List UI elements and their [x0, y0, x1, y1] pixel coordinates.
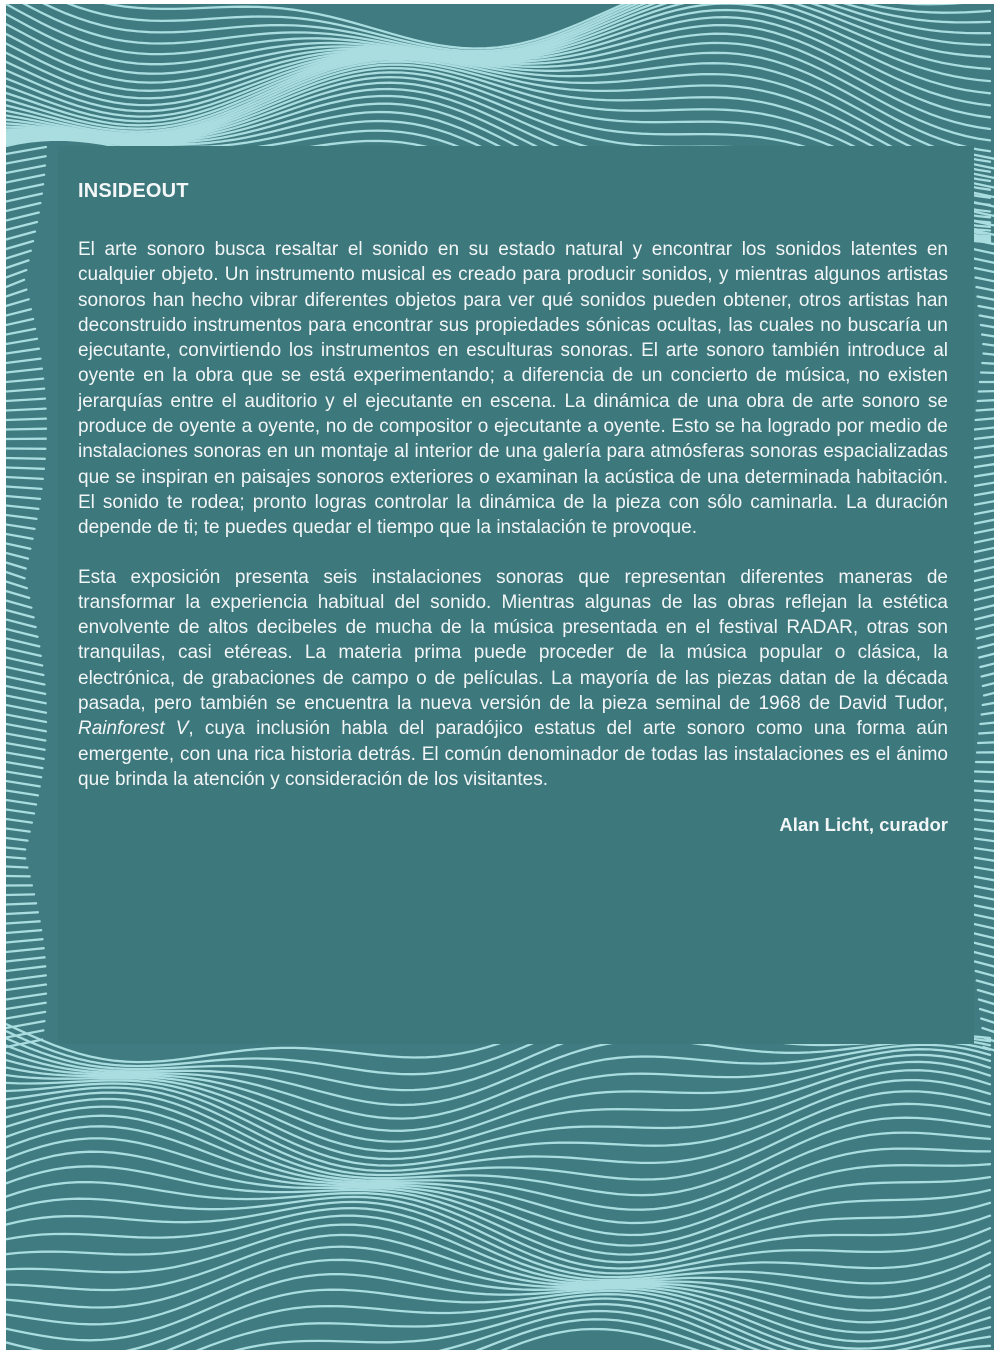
wave-line — [982, 673, 994, 676]
wave-line — [979, 306, 994, 309]
wave-line — [6, 156, 46, 163]
wave-line — [977, 409, 994, 410]
wave-line — [6, 339, 37, 344]
wave-line — [983, 703, 994, 705]
wave-line — [6, 658, 42, 666]
wave-line — [973, 596, 994, 601]
wave-line — [981, 1019, 994, 1023]
wave-line — [6, 458, 45, 459]
wave-line — [6, 184, 43, 192]
wave-line — [977, 634, 994, 638]
wave-line — [979, 654, 994, 658]
wave-line — [6, 1012, 45, 1019]
wave-line — [977, 981, 994, 986]
wave-line — [6, 399, 45, 401]
wave-line — [6, 525, 35, 529]
wave-line — [6, 251, 31, 259]
wave-line — [6, 203, 40, 211]
wave-line — [972, 464, 994, 467]
wave-line — [972, 810, 994, 812]
wave-line — [6, 506, 38, 509]
wave-line — [971, 819, 994, 821]
wave-line — [980, 316, 994, 319]
wave-line — [976, 278, 995, 282]
wave-line — [6, 734, 45, 741]
wave-line — [6, 409, 46, 411]
wave-line — [971, 548, 995, 553]
wave-line — [6, 477, 43, 479]
wave-line — [973, 800, 994, 802]
wave-line — [6, 572, 25, 578]
wave-line — [6, 329, 35, 335]
wave-line — [6, 939, 43, 942]
wave-line — [6, 848, 25, 850]
wave-line — [983, 683, 994, 686]
wave-line — [6, 975, 46, 980]
wave-line — [6, 429, 46, 430]
wave-line — [6, 781, 40, 786]
wave-line — [6, 389, 44, 392]
wave-line — [6, 369, 42, 373]
wave-line — [6, 696, 46, 704]
wave-line — [6, 496, 40, 499]
wave-line — [6, 724, 46, 731]
wave-line — [982, 1028, 994, 1032]
wave-line — [6, 639, 39, 647]
wave-line — [6, 857, 25, 859]
wave-line — [976, 418, 994, 420]
wave-line — [6, 280, 24, 287]
wave-line — [6, 762, 43, 768]
wave-line — [6, 147, 46, 154]
wave-line — [6, 487, 42, 489]
wave-line — [6, 903, 36, 904]
wave-line — [971, 558, 994, 563]
wave-line — [6, 222, 37, 230]
document-title: INSIDEOUT — [78, 180, 948, 203]
wave-line — [972, 924, 994, 929]
wave-line — [979, 733, 994, 734]
wave-line — [981, 664, 995, 667]
wave-line — [6, 4, 990, 49]
wave-line — [6, 966, 45, 971]
wave-line — [6, 912, 38, 914]
wave-line — [982, 713, 994, 715]
wave-line — [976, 625, 994, 629]
wave-line — [971, 483, 994, 487]
wave-line — [6, 232, 35, 240]
paragraph-1: El arte sonoro busca resaltar el sonido en su estado natural y encontrar los sonidos latentes en cualquier objeto. Un instrumento musical es creado para producir sonidos, y mientras algunos artistas sonoros han hecho vibrar diferentes objetos para ver qué sonidos pueden obtener, otros artistas han deconstruido instrumentos para encontrar sus propiedades sónicas ocultas, las cuales no buscaría un ejecutante, convirtiendo los instrumentos en esculturas sonoras. El arte sonoro también introduce al oyente en la obra que se está experimentando; a diferencia de un concierto de música, no existen jerarquías entre el auditorio y el ejecutante en escena. La dinámica de una obra de arte sonoro se produce de oyente a oyente, no de compositor o ejecutante a oyente. Esto se ha logrado por medio de instalaciones sonoras en un montaje al interior de una galería para atmósferas sonoras espacializadas que se inspiran en paisajes sonoros exteriores o examinan la acústica de una determinada habitación. El sonido te rodea; pronto logras controlar la dinámica de la pieza con sólo caminarla. La duración depende de ti; te puedes quedar el tiempo que la instalación te provoque. — [78, 237, 948, 541]
wave-line — [6, 791, 38, 796]
wave-line — [6, 270, 26, 277]
wave-line — [6, 349, 39, 354]
wave-line — [976, 971, 994, 976]
wave-line — [979, 1000, 994, 1005]
signature: Alan Licht, curador — [78, 812, 948, 837]
wave-line — [6, 819, 32, 823]
wave-line — [6, 1021, 44, 1028]
wave-line — [975, 962, 994, 967]
wave-line — [6, 686, 45, 694]
wave-line — [6, 677, 44, 685]
wave-line — [971, 829, 994, 832]
wave-line — [974, 259, 994, 263]
wave-line — [978, 297, 995, 300]
wave-line — [6, 419, 46, 420]
wave-line — [6, 553, 28, 559]
wave-line — [6, 601, 31, 608]
wave-line — [974, 437, 994, 439]
wave-line — [977, 287, 995, 291]
wave-line — [6, 610, 34, 617]
wave-line — [983, 344, 994, 346]
wave-line — [6, 534, 33, 539]
wave-line — [6, 309, 31, 315]
wave-line — [971, 567, 994, 572]
wave-line — [6, 241, 33, 249]
wave-line — [973, 943, 994, 948]
wave-line — [6, 582, 27, 589]
wave-line — [6, 957, 45, 961]
wave-line — [6, 515, 37, 519]
wave-line — [6, 544, 30, 549]
wave-line — [6, 379, 43, 382]
wave-line — [978, 742, 994, 743]
wave-line — [6, 299, 29, 306]
document-page — [6, 4, 994, 1350]
wave-line — [974, 952, 994, 957]
wave-line — [975, 268, 995, 272]
wave-line — [6, 810, 34, 814]
wave-line — [980, 1009, 994, 1013]
wave-line — [982, 363, 994, 364]
artwork-title: Rainforest V — [78, 718, 188, 739]
wave-line — [974, 781, 994, 782]
wave-line — [974, 605, 994, 610]
wave-line — [983, 1047, 994, 1050]
wave-line — [6, 921, 40, 923]
wave-line — [971, 914, 994, 919]
wave-line — [6, 985, 46, 991]
wave-line — [975, 772, 994, 773]
wave-line — [6, 930, 41, 933]
wave-line — [6, 175, 44, 183]
wave-line — [6, 319, 33, 325]
wave-line — [971, 905, 994, 910]
wave-line — [975, 615, 994, 620]
wave-line — [982, 335, 994, 337]
wave-line — [6, 743, 45, 750]
wave-line — [973, 586, 994, 591]
wave-line — [6, 1003, 46, 1009]
wave-line — [6, 629, 38, 637]
wave-line — [6, 667, 43, 675]
wave-line — [6, 772, 41, 778]
wave-line — [973, 249, 994, 254]
wave-line — [6, 194, 42, 202]
wave-line — [978, 644, 994, 648]
paragraph-2-text-b: , cuya inclusión habla del paradójico estatus del arte sonoro como una forma aún emergente, con una rica historia detrás. El común denominador de todas las instalaciones es el ánimo que brinda la atención y consideración de los visitantes. — [78, 718, 948, 790]
wave-line — [971, 473, 994, 477]
wave-line — [975, 428, 994, 430]
wave-line — [973, 791, 994, 792]
wave-line — [6, 648, 41, 656]
wave-line — [6, 705, 46, 713]
wave-line — [6, 867, 28, 868]
wave-line — [6, 894, 34, 895]
wave-line — [6, 359, 41, 363]
wave-line — [6, 838, 28, 841]
text-panel — [58, 146, 974, 1044]
wave-line — [6, 715, 46, 723]
wave-line — [972, 933, 994, 938]
wave-line — [6, 994, 46, 1000]
wave-line — [6, 468, 44, 469]
wave-line — [6, 948, 44, 952]
wave-line — [6, 591, 29, 598]
wave-line — [980, 723, 994, 724]
wave-line — [973, 446, 994, 449]
paragraph-2 — [78, 565, 948, 793]
wave-line — [6, 829, 30, 832]
wave-line — [6, 753, 44, 759]
paragraph-2-text-a: Esta exposición presenta seis instalaciones sonoras que representan diferentes maneras de transformar la experiencia habitual del sonido. Mientras algunas de las obras reflejan la estética envolvente de altos decibeles de mucha de la música presentada en el festival RADAR, otras son tranquilas, casi etéreas. La materia prima puede proceder de la música popular o clásica, la electrónica, de grabaciones de campo o de películas. La mayoría de las piezas datan de la década pasada, pero también se encuentra la nueva versión de la pieza seminal de 1968 de David Tudor, — [78, 567, 948, 714]
wave-line — [6, 260, 29, 268]
wave-line — [978, 990, 994, 995]
wave-line — [984, 693, 994, 696]
wave-line — [971, 838, 995, 841]
wave-line — [6, 563, 26, 569]
wave-line — [6, 213, 39, 221]
wave-line — [978, 400, 994, 401]
wave-line — [972, 455, 994, 458]
wave-line — [981, 325, 994, 327]
wave-line — [972, 577, 994, 582]
wave-line — [6, 620, 36, 628]
wave-line — [984, 354, 995, 355]
wave-line — [6, 800, 36, 805]
wave-line — [6, 290, 26, 297]
wave-line — [6, 166, 45, 174]
